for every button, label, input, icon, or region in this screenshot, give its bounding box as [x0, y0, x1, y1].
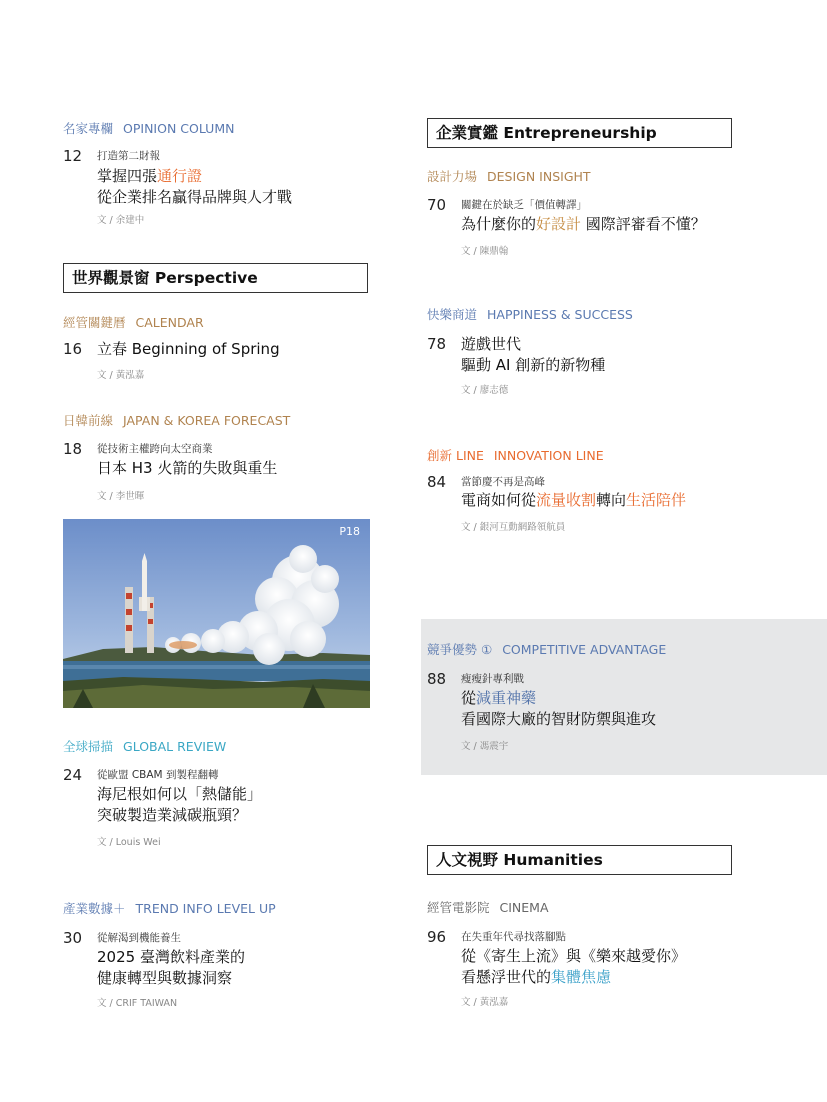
section-label-zh: 設計力場	[427, 169, 478, 184]
title-highlight: 好設計	[536, 215, 582, 233]
page-number: 12	[63, 147, 83, 165]
rocket-launch-photo[interactable]	[63, 519, 370, 708]
title-text: 掌握四張	[97, 167, 158, 185]
page-number: 16	[63, 340, 83, 358]
toc-entry-competitive[interactable]	[427, 670, 757, 754]
section-label-en: INNOVATION LINE	[493, 448, 604, 463]
title-text-line2: 驅動 AI 創新的新物種	[461, 356, 606, 374]
section-label-happiness	[427, 305, 633, 323]
page-number: 88	[427, 670, 447, 688]
author: 文 / 余建中	[97, 215, 145, 226]
author: 文 / 李世暉	[97, 491, 145, 502]
page-number: 84	[427, 473, 447, 491]
category-header-entrepreneurship: 企業實鑑 Entrepreneurship	[427, 118, 732, 148]
section-label-cinema	[427, 898, 549, 916]
title-highlight: 通行證	[157, 167, 203, 185]
rocket-launch-illustration	[63, 519, 370, 708]
kicker: 瘦瘦針專利戰	[461, 673, 524, 685]
title-highlight-2: 生活陪伴	[626, 491, 687, 509]
photo-page-tag: P18	[339, 525, 360, 538]
author: 文 / 廖志德	[461, 385, 509, 396]
title-text: 遊戲世代	[461, 335, 522, 353]
section-label-calendar	[63, 313, 204, 331]
title-highlight: 集體焦慮	[551, 968, 612, 986]
title-text: 海尼根如何以「熱儲能」	[97, 785, 263, 803]
author: 文 / CRIF TAIWAN	[97, 998, 178, 1009]
article-title: 立春 Beginning of Spring	[97, 340, 280, 358]
author: 文 / 黃泓嘉	[461, 997, 509, 1008]
title-highlight: 減重神藥	[476, 689, 537, 707]
title-text: 從	[461, 689, 477, 707]
title-text-end: 國際評審看不懂？	[581, 215, 706, 233]
section-label-japan-korea	[63, 411, 290, 429]
title-text-line2: 看國際大廠的智財防禦與進攻	[461, 710, 657, 728]
title-text: 為什麼你的	[461, 215, 537, 233]
toc-entry-trend[interactable]	[63, 929, 393, 1013]
section-label-zh: 經管關鍵曆	[63, 315, 126, 330]
article-title	[461, 946, 686, 988]
author: 文 / 馮震宇	[461, 741, 509, 752]
author: 文 / 銀河互動網路領航員	[461, 522, 566, 533]
section-label-zh: 創新 LINE	[427, 448, 484, 463]
section-label-en: OPINION COLUMN	[123, 121, 235, 136]
title-text-line2: 從企業排名贏得品牌與人才戰	[97, 188, 293, 206]
toc-entry-innovation[interactable]	[427, 473, 757, 537]
article-title	[461, 214, 706, 235]
kicker: 在失重年代尋找落腳點	[461, 931, 566, 943]
page-number: 78	[427, 335, 447, 353]
toc-entry-opinion[interactable]	[63, 147, 393, 227]
section-label-en: CALENDAR	[135, 315, 204, 330]
page-number: 18	[63, 440, 83, 458]
section-label-zh: 快樂商道	[427, 307, 478, 322]
author: 文 / 陳鼎翰	[461, 246, 509, 257]
section-label-zh: 全球掃描	[63, 739, 114, 754]
article-title	[461, 334, 605, 376]
section-label-en: CINEMA	[499, 900, 549, 915]
category-header-perspective: 世界觀景窗 Perspective	[63, 263, 368, 293]
section-label-innovation	[427, 446, 604, 464]
article-title	[97, 166, 292, 208]
section-label-zh: 產業數據＋	[63, 901, 126, 916]
author: 文 / Louis Wei	[97, 837, 161, 848]
section-label-design	[427, 167, 591, 185]
article-title: 日本 H3 火箭的失敗與重生	[97, 459, 278, 477]
section-label-opinion	[63, 119, 234, 137]
section-label-global	[63, 737, 226, 755]
section-label-trend	[63, 899, 276, 917]
title-text-mid: 轉向	[596, 491, 627, 509]
section-label-en: HAPPINESS & SUCCESS	[487, 307, 633, 322]
title-text: 2025 臺灣飲料產業的	[97, 948, 245, 966]
page-number: 30	[63, 929, 83, 947]
toc-entry-japan[interactable]	[63, 440, 393, 504]
section-label-zh: 競爭優勢 ①	[427, 642, 493, 657]
kicker: 從歐盟 CBAM 到製程翻轉	[97, 769, 219, 781]
page-number: 70	[427, 196, 447, 214]
article-title	[97, 784, 262, 826]
kicker: 當節慶不再是高峰	[461, 476, 545, 488]
title-highlight: 流量收割	[536, 491, 597, 509]
kicker: 從解渴到機能養生	[97, 932, 181, 944]
toc-entry-cinema[interactable]	[427, 928, 757, 1012]
category-header-humanities: 人文視野 Humanities	[427, 845, 732, 875]
section-label-zh: 名家專欄	[63, 121, 114, 136]
kicker: 打造第二財報	[97, 150, 160, 162]
kicker: 關鍵在於缺乏「價值轉譯」	[461, 199, 587, 211]
article-title	[461, 490, 686, 511]
title-text-line2: 健康轉型與數據洞察	[97, 969, 233, 987]
title-text: 電商如何從	[461, 491, 537, 509]
toc-entry-global[interactable]	[63, 766, 393, 850]
article-title	[461, 688, 656, 730]
toc-entry-happiness[interactable]	[427, 335, 757, 399]
kicker: 從技術主權跨向太空商業	[97, 443, 213, 455]
page-number: 24	[63, 766, 83, 784]
section-label-zh: 日韓前線	[63, 413, 114, 428]
section-label-en: COMPETITIVE ADVANTAGE	[502, 642, 667, 657]
title-text-line2: 突破製造業減碳瓶頸？	[97, 806, 248, 824]
section-label-en: DESIGN INSIGHT	[487, 169, 591, 184]
title-text-line2: 看懸浮世代的	[461, 968, 552, 986]
author: 文 / 黃泓嘉	[97, 370, 145, 381]
section-label-competitive	[427, 640, 666, 658]
toc-entry-calendar[interactable]	[63, 340, 393, 384]
title-text: 從《寄生上流》與《樂來越愛你》	[461, 947, 687, 965]
section-label-en: TREND INFO LEVEL UP	[135, 901, 276, 916]
section-label-en: GLOBAL REVIEW	[123, 739, 227, 754]
section-label-en: JAPAN & KOREA FORECAST	[123, 413, 291, 428]
toc-entry-design[interactable]	[427, 196, 757, 260]
section-label-zh: 經管電影院	[427, 900, 490, 915]
article-title	[97, 947, 245, 989]
page-number: 96	[427, 928, 447, 946]
